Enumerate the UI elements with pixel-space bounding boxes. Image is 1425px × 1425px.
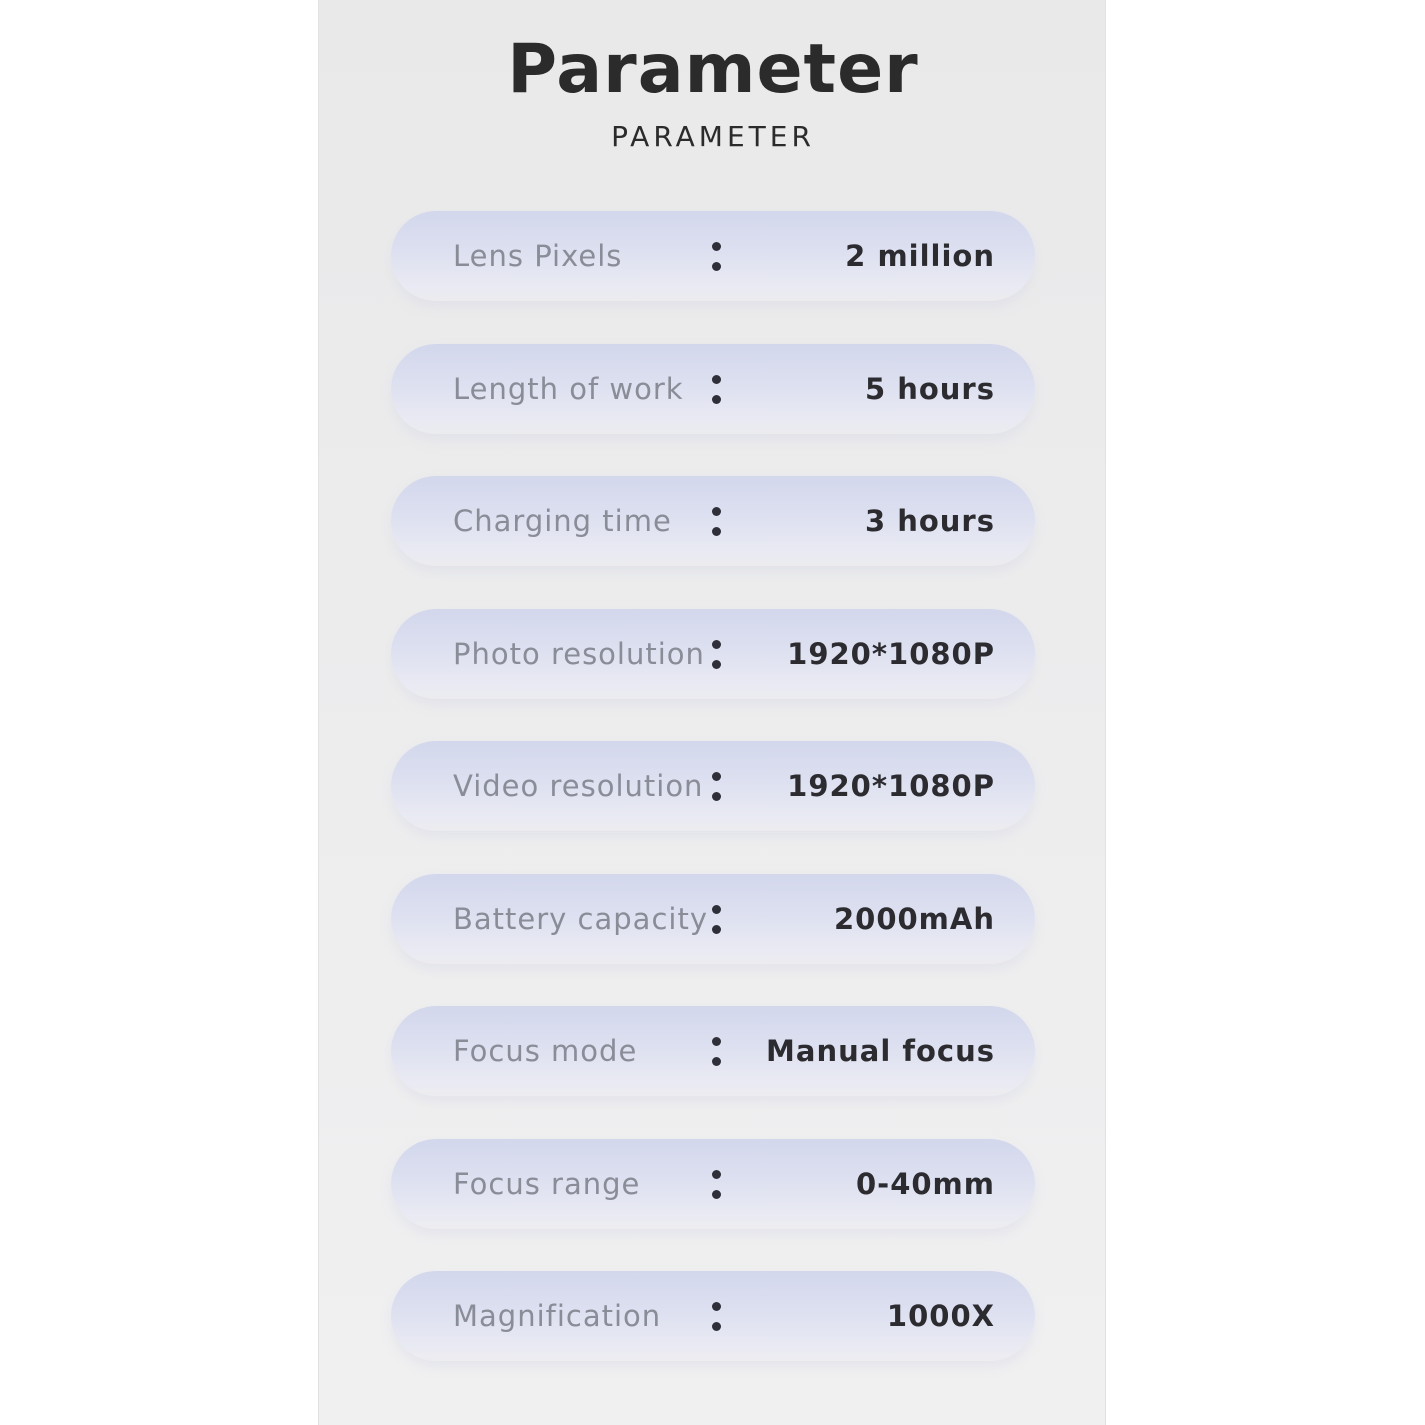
param-value: 0-40mm <box>855 1166 995 1201</box>
param-label: Charging time <box>453 504 672 538</box>
param-value: 1920*1080P <box>787 769 995 803</box>
param-value: 1000X <box>886 1299 995 1333</box>
parameter-panel <box>318 0 1106 1425</box>
param-row-video-resolution <box>391 741 1035 831</box>
colon-separator-icon <box>712 242 722 272</box>
param-label: Video resolution <box>453 769 704 803</box>
colon-separator-icon <box>712 1037 722 1067</box>
param-row-charging-time <box>391 476 1035 566</box>
param-row-battery-capacity <box>391 874 1035 964</box>
param-label: Focus mode <box>453 1034 638 1068</box>
param-label: Lens Pixels <box>453 239 623 273</box>
colon-separator-icon <box>712 905 722 935</box>
page-title: Parameter <box>507 30 919 109</box>
param-label: Magnification <box>453 1299 662 1333</box>
param-value: 2000mAh <box>833 901 995 936</box>
param-value: Manual focus <box>766 1034 995 1068</box>
param-value: 3 hours <box>864 504 995 538</box>
colon-separator-icon <box>712 507 722 537</box>
colon-separator-icon <box>712 1302 722 1332</box>
param-row-photo-resolution <box>391 609 1035 699</box>
page-subtitle: PARAMETER <box>611 120 815 153</box>
colon-separator-icon <box>712 375 722 405</box>
colon-separator-icon <box>712 640 722 670</box>
param-row-lens-pixels <box>391 211 1035 301</box>
parameter-list <box>391 211 1035 1404</box>
colon-separator-icon <box>712 772 722 802</box>
param-label: Focus range <box>453 1166 641 1201</box>
param-value: 2 million <box>845 239 995 273</box>
param-label: Battery capacity <box>453 901 708 936</box>
param-label: Photo resolution <box>453 636 705 671</box>
param-row-focus-range <box>391 1139 1035 1229</box>
colon-separator-icon <box>712 1170 722 1200</box>
param-value: 5 hours <box>864 371 995 406</box>
param-row-focus-mode <box>391 1006 1035 1096</box>
param-value: 1920*1080P <box>787 636 995 671</box>
param-row-length-of-work <box>391 344 1035 434</box>
param-row-magnification <box>391 1271 1035 1361</box>
param-label: Length of work <box>453 371 684 406</box>
